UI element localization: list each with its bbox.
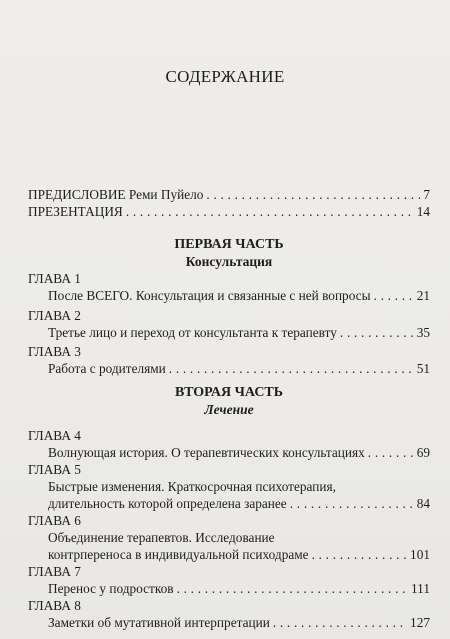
toc-entry-title: Заметки об мутативной интерпретации [48,615,270,630]
chapter-label: ГЛАВА 3 [28,344,81,359]
toc-entry-page: 84 [416,496,430,511]
dot-leader [340,324,414,341]
chapter-label: ГЛАВА 8 [28,598,81,613]
toc-entry-chapter-3 [28,360,430,377]
toc-entry-page: 69 [416,445,430,460]
dot-leader [368,444,414,461]
dot-leader [312,546,407,563]
part-two [28,384,430,418]
dot-leader [177,580,408,597]
part-heading [28,236,430,270]
toc-entry-page: 14 [416,204,430,219]
toc-entry-chapter-5 [28,495,430,512]
toc-entry-title: Третье лицо и переход от консультанта к терапевту [48,325,337,340]
toc-entry-title: Волнующая история. О терапевтических консультациях [48,445,365,460]
toc-entry-title: длительность которой определена заранее [48,496,287,511]
part-one [28,236,430,270]
toc-entry-chapter-2 [28,324,430,341]
part-name: ПЕРВАЯ ЧАСТЬ [174,237,284,252]
chapter-label: ГЛАВА 5 [28,462,81,477]
front-matter [28,186,430,220]
toc-entry-page: 7 [423,187,430,202]
chapter-label: ГЛАВА 7 [28,564,81,579]
toc-entry-chapter-8 [28,614,430,631]
part-name: ВТОРАЯ ЧАСТЬ [174,385,284,400]
toc-entry-title: После ВСЕГО. Консультация и связанные с ней вопросы [48,288,371,303]
dot-leader [273,614,407,631]
part-subtitle: Лечение [204,402,254,417]
part-one-chapters [28,270,430,377]
chapter-label: ГЛАВА 1 [28,271,81,286]
dot-leader [126,203,414,220]
toc-entry-page: 127 [410,615,430,630]
toc-entry-preface [28,186,430,203]
chapter-label: ГЛАВА 4 [28,428,81,443]
dot-leader [206,186,420,203]
toc-entry-chapter-4 [28,444,430,461]
toc-entry-line: Объединение терапевтов. Исследование [48,530,275,545]
chapter-label: ГЛАВА 6 [28,513,81,528]
dot-leader [169,360,414,377]
toc-entry-chapter-6 [28,546,430,563]
dot-leader [290,495,414,512]
toc-entry-line: Быстрые изменения. Краткосрочная психотерапия, [48,479,336,494]
toc-entry-chapter-7 [28,580,430,597]
toc-entry-page: 51 [416,361,430,376]
chapter-label: ГЛАВА 2 [28,308,81,323]
toc-entry-page: 35 [416,325,430,340]
page-title: СОДЕРЖАНИЕ [165,67,285,86]
toc-entry-title: Перенос у подростков [48,581,174,596]
toc-entry-page: 111 [411,581,430,596]
dot-leader [374,287,414,304]
part-subtitle: Консультация [185,254,273,269]
part-two-chapters [28,427,430,631]
toc-entry-page: 21 [416,288,430,303]
toc-entry-page: 101 [410,547,430,562]
toc-entry-title: ПРЕДИСЛОВИЕ Реми Пуйело [28,187,204,202]
toc-entry-chapter-1 [28,287,430,304]
part-heading [28,384,430,418]
toc-entry-presentation [28,203,430,220]
toc-entry-title: Работа с родителями [48,361,166,376]
toc-entry-title: ПРЕЗЕНТАЦИЯ [28,204,123,219]
toc-entry-title: контрпереноса в индивидуальной психодраме [48,547,309,562]
